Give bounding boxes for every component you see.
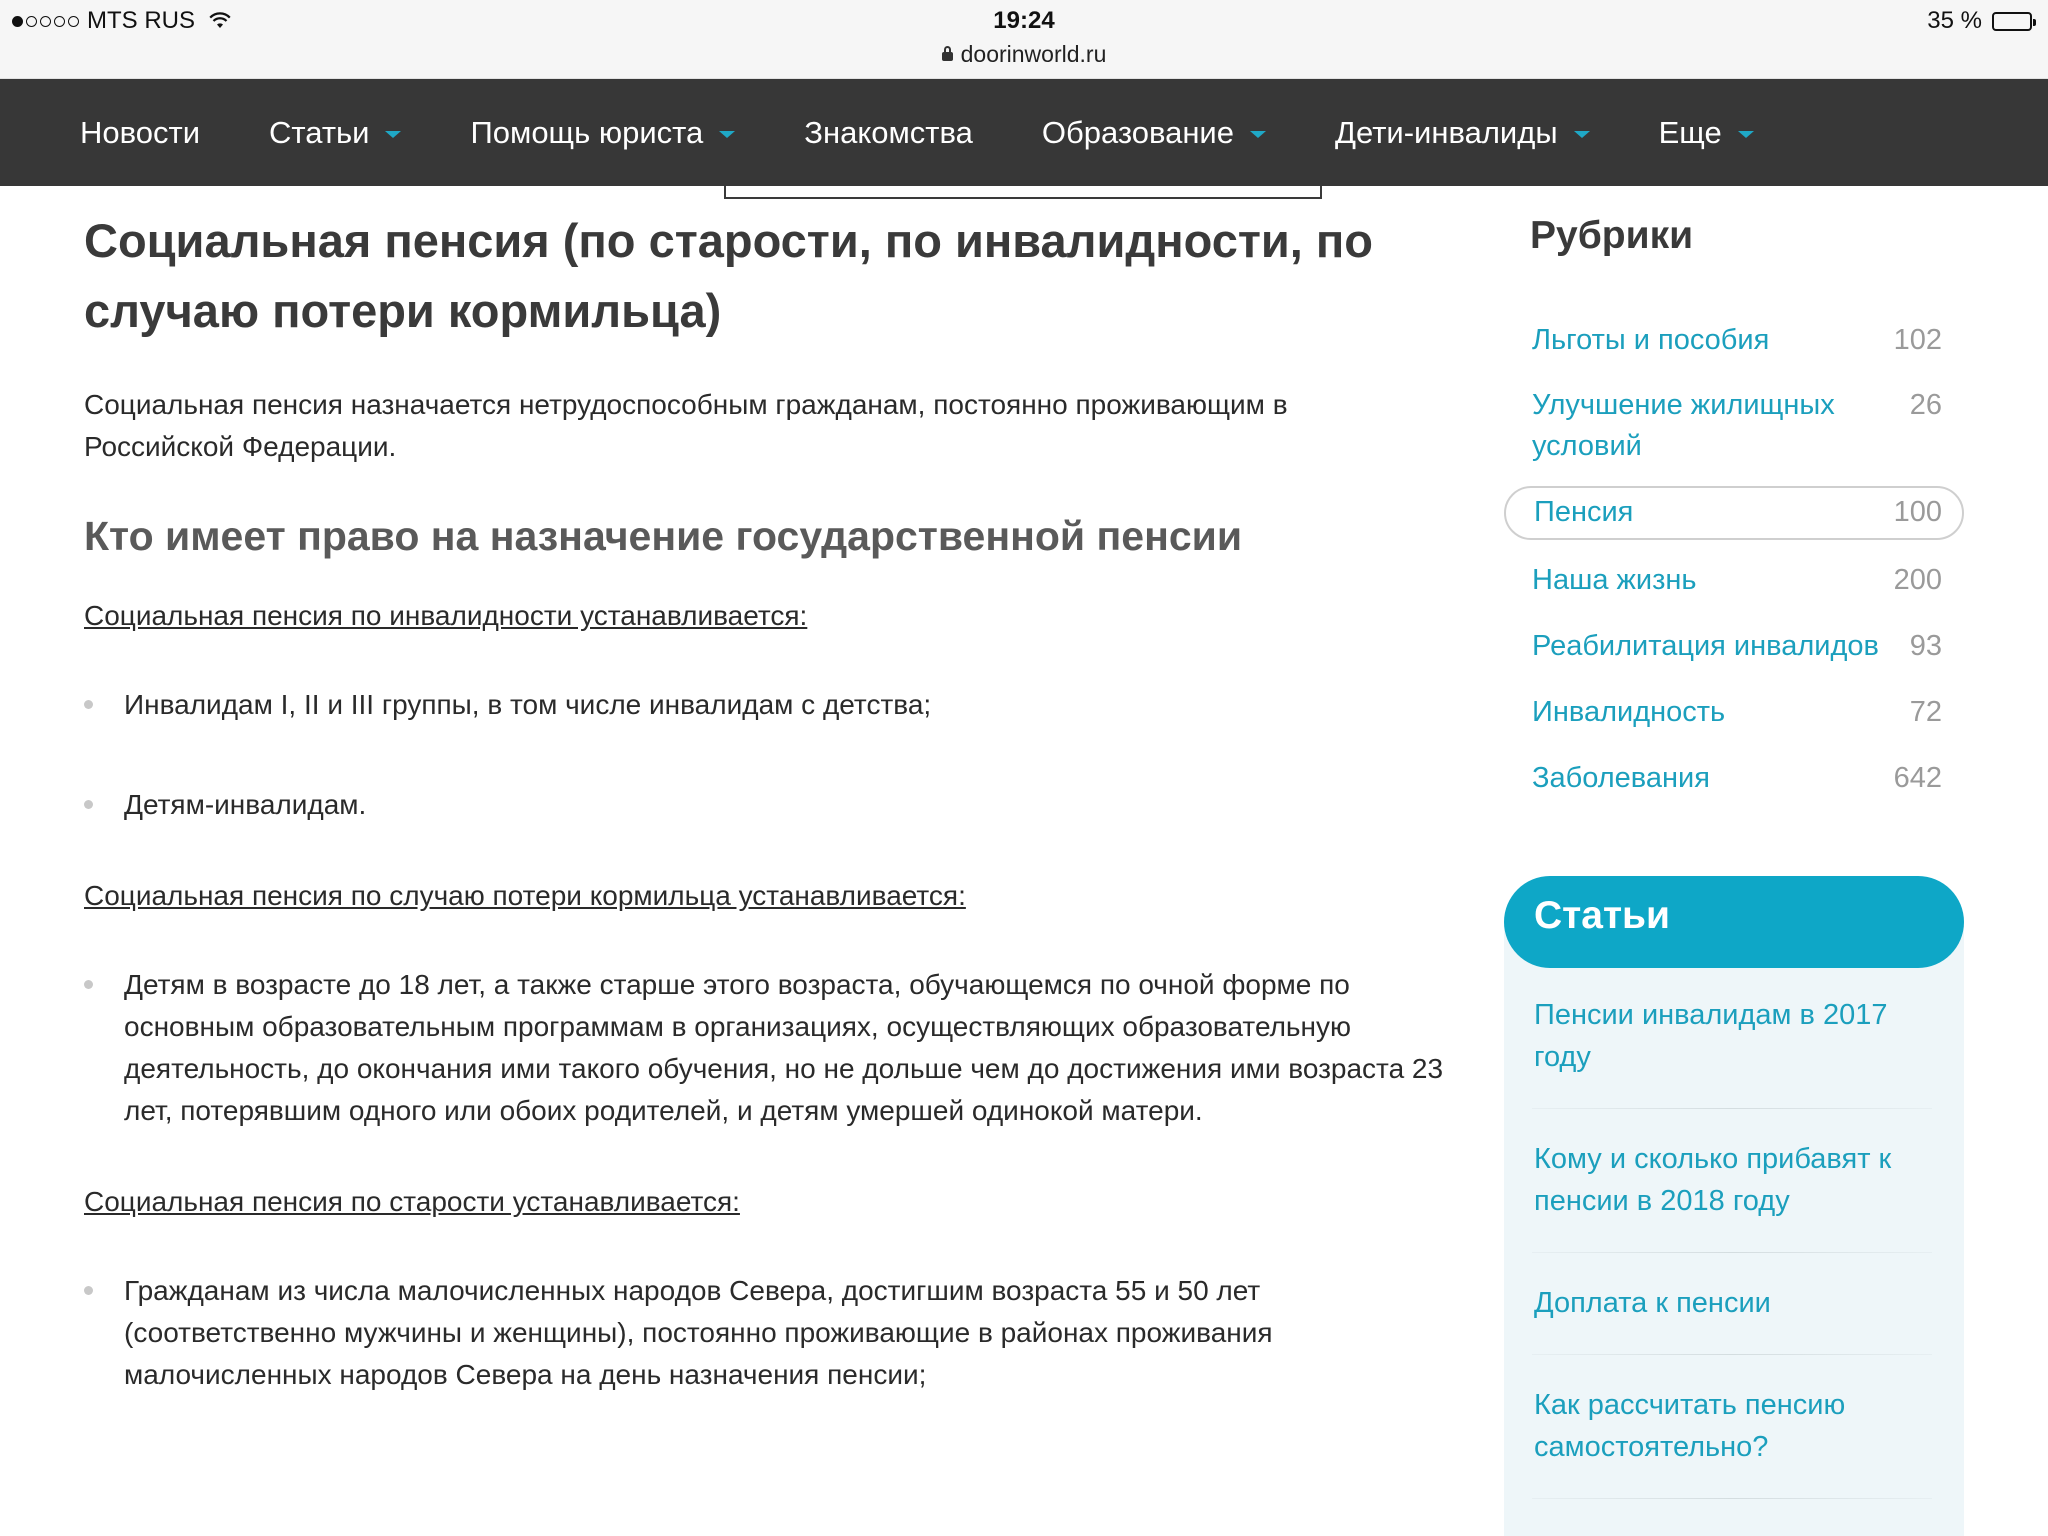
- category-count: 100: [1893, 496, 1942, 528]
- nav-item[interactable]: [1042, 115, 1266, 151]
- article-link[interactable]: Пенсии инвалидам в 2017 году: [1534, 999, 1888, 1073]
- list-item: [84, 784, 1444, 826]
- nav-item[interactable]: [1335, 115, 1590, 151]
- category-label: Заболевания: [1532, 762, 1710, 794]
- nav-item-label: Знакомства: [804, 114, 973, 150]
- category-count: 102: [1893, 324, 1942, 356]
- list-item-text: Гражданам из числа малочисленных народов Севера, достигшим возраста 55 и 50 лет (соответственно мужчины и женщины), постоянно проживающие в районах проживания малочисленных народов Севера на день назначения пенсии;: [124, 1275, 1273, 1390]
- category-label: Инвалидность: [1532, 696, 1726, 728]
- bullet-icon: [84, 700, 93, 709]
- section-heading: Кто имеет право на назначение государственной пенсии: [84, 513, 1243, 559]
- nav-item-label: Новости: [80, 114, 201, 150]
- category-label: Льготы и пособия: [1532, 324, 1770, 356]
- nav-item[interactable]: [804, 115, 973, 151]
- subhead-disability: Социальная пенсия по инвалидности устанавливается:: [84, 600, 808, 631]
- nav-item[interactable]: [269, 115, 401, 151]
- category-count: 200: [1893, 564, 1942, 596]
- article-link[interactable]: Кому и сколько прибавят к пенсии в 2018 году: [1534, 1143, 1892, 1217]
- list-item-text: Инвалидам I, II и III группы, в том числе инвалидам с детства;: [124, 689, 932, 720]
- url-text: doorinworld.ru: [960, 41, 1107, 67]
- category-count: 642: [1893, 762, 1942, 794]
- category-item[interactable]: [1504, 560, 1964, 602]
- nav-item[interactable]: [470, 115, 735, 151]
- article-title: Социальная пенсия (по старости, по инвалидности, по случаю потери кормильца): [84, 214, 1374, 337]
- article-link[interactable]: Как рассчитать пенсию самостоятельно?: [1534, 1389, 1846, 1463]
- main-nav: [0, 79, 2048, 186]
- category-label: Реабилитация инвалидов: [1532, 630, 1879, 662]
- category-label: Пенсия: [1534, 496, 1634, 528]
- nav-item-label: Помощь юриста: [470, 114, 704, 150]
- subhead-breadwinner: Социальная пенсия по случаю потери кормильца устанавливается:: [84, 880, 966, 911]
- category-item[interactable]: [1504, 692, 1964, 734]
- divider: [1532, 1498, 1932, 1499]
- article-lead: Социальная пенсия назначается нетрудоспособным гражданам, постоянно проживающим в Российской Федерации.: [84, 389, 1288, 462]
- battery-icon: [1992, 12, 2032, 31]
- list-item: [84, 964, 1444, 1132]
- category-item[interactable]: [1504, 385, 1964, 469]
- list-item: [84, 1270, 1444, 1396]
- nav-item-label: Статьи: [269, 114, 370, 150]
- status-right: [1927, 7, 2032, 35]
- divider: [1532, 1252, 1932, 1253]
- carrier-name: MTS RUS: [87, 7, 195, 34]
- lock-icon: [942, 52, 953, 61]
- article: [84, 206, 1444, 1396]
- bullet-icon: [84, 800, 93, 809]
- articles-widget: [1504, 876, 1964, 1536]
- category-item[interactable]: [1504, 626, 1964, 668]
- category-item-active[interactable]: [1504, 486, 1964, 540]
- category-item[interactable]: [1504, 320, 1964, 362]
- category-count: 93: [1909, 630, 1942, 662]
- divider: [1532, 1354, 1932, 1355]
- nav-item-label: Дети-инвалиды: [1335, 114, 1558, 150]
- nav-item-label: Образование: [1041, 114, 1234, 150]
- category-count: 72: [1909, 696, 1942, 728]
- bullet-icon: [84, 1286, 93, 1295]
- bullet-icon: [84, 980, 93, 989]
- caret-down-icon: [1574, 131, 1590, 138]
- caret-down-icon: [1738, 131, 1754, 138]
- articles-widget-header: [1504, 876, 1964, 968]
- address-bar[interactable]: [0, 41, 2048, 68]
- subhead-oldage: Социальная пенсия по старости устанавливается:: [84, 1186, 740, 1217]
- nav-item[interactable]: [1659, 115, 1754, 151]
- battery-percent: 35 %: [1927, 7, 1982, 34]
- article-link[interactable]: Доплата к пенсии: [1534, 1287, 1771, 1319]
- caret-down-icon: [1250, 131, 1266, 138]
- list-item-text: Детям-инвалидам.: [124, 789, 367, 820]
- list-item: [84, 684, 1444, 726]
- rubriki-title: Рубрики: [1530, 214, 1694, 257]
- caret-down-icon: [719, 131, 735, 138]
- category-label: Улучшение жилищных условий: [1532, 389, 1835, 462]
- dropdown-menu-edge: [724, 186, 1322, 199]
- clock: 19:24: [993, 7, 1055, 34]
- category-count: 26: [1909, 389, 1942, 421]
- category-label: Наша жизнь: [1532, 564, 1697, 596]
- caret-down-icon: [385, 131, 401, 138]
- nav-item[interactable]: [80, 115, 200, 151]
- nav-item-label: Еще: [1658, 114, 1722, 150]
- nav-items: [80, 79, 1823, 186]
- status-bar: [0, 0, 2048, 79]
- divider: [1532, 1108, 1932, 1109]
- category-item[interactable]: [1504, 758, 1964, 800]
- articles-widget-title: Статьи: [1534, 894, 1671, 937]
- list-item-text: Детям в возрасте до 18 лет, а также старше этого возраста, обучающемся по очной форме по основным образовательным программам в организациях, осуществляющих образовательную деятельность, до окончания ими такого обучения, но не дольше чем до достижения ими возраста 23 лет, потерявшим одного или обоих родителей, и детям умершей одинокой матери.: [124, 969, 1444, 1126]
